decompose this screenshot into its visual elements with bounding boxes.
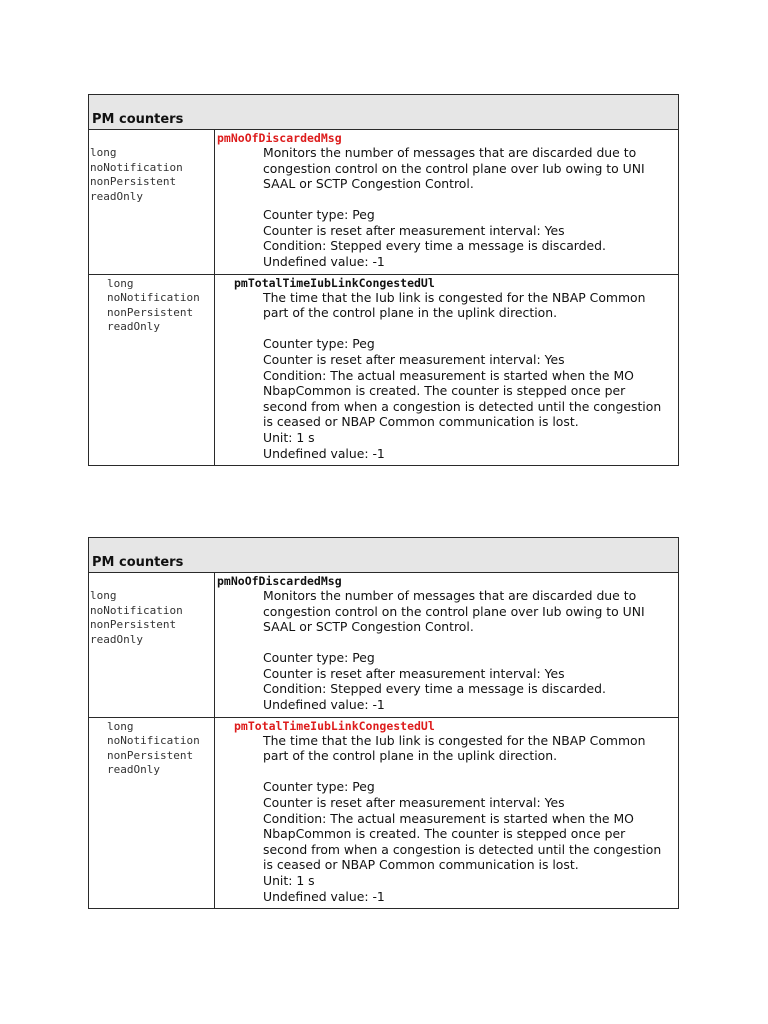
attribute-cell — [89, 275, 215, 465]
attribute-access: readOnly — [107, 763, 160, 777]
description-line: The time that the Iub link is congested for the NBAP Common — [263, 732, 646, 748]
counter-description — [263, 145, 678, 270]
table-row — [89, 130, 678, 275]
table-row — [89, 573, 678, 718]
detail-line: Condition: The actual measurement is started when the MO — [263, 810, 634, 826]
counter-name: pmTotalTimeIubLinkCongestedUl — [234, 275, 435, 290]
description-cell — [215, 275, 678, 465]
detail-line: second from when a congestion is detected until the congestion — [263, 841, 662, 857]
pm-counters-table-2 — [88, 537, 679, 909]
attribute-type: long — [90, 589, 117, 602]
table-header-title: PM counters — [92, 555, 184, 570]
description-line: Monitors the number of messages that are discarded due to — [263, 145, 637, 160]
counter-description — [263, 588, 678, 713]
detail-line: Unit: 1 s — [263, 429, 315, 445]
detail-line: Undefined value: -1 — [263, 888, 385, 904]
detail-line: is ceased or NBAP Common communication is lost. — [263, 857, 579, 873]
detail-line: Counter type: Peg — [263, 207, 375, 223]
attribute-cell — [89, 130, 215, 274]
description-line: The time that the Iub link is congested for the NBAP Common — [263, 289, 646, 305]
detail-line: Condition: Stepped every time a message is discarded. — [263, 238, 606, 254]
attribute-notification: noNotification — [90, 160, 183, 174]
detail-line: Counter is reset after measurement interval: Yes — [263, 351, 565, 367]
description-line: congestion control on the control plane over Iub owing to UNI — [263, 603, 645, 619]
counter-name: pmTotalTimeIubLinkCongestedUl — [234, 718, 435, 733]
counter-description — [263, 290, 678, 461]
description-cell — [215, 573, 678, 717]
detail-line: second from when a congestion is detected until the congestion — [263, 398, 662, 414]
detail-line: NbapCommon is created. The counter is stepped once per — [263, 826, 626, 842]
attribute-persistence: nonPersistent — [107, 305, 194, 319]
detail-line: Counter type: Peg — [263, 336, 375, 352]
attribute-notification: noNotification — [107, 291, 200, 305]
description-line: part of the control plane in the uplink direction. — [263, 305, 558, 321]
detail-line: Condition: Stepped every time a message is discarded. — [263, 681, 606, 697]
attribute-access: readOnly — [90, 632, 143, 646]
detail-line: Undefined value: -1 — [263, 254, 385, 270]
description-line: Monitors the number of messages that are discarded due to — [263, 588, 637, 603]
detail-line: Unit: 1 s — [263, 872, 315, 888]
detail-line: Counter type: Peg — [263, 650, 375, 666]
table-header — [89, 95, 678, 130]
attribute-access: readOnly — [107, 320, 160, 334]
counter-description — [263, 733, 678, 904]
description-line: congestion control on the control plane over Iub owing to UNI — [263, 160, 645, 176]
detail-line: Counter type: Peg — [263, 779, 375, 795]
counter-name: pmNoOfDiscardedMsg — [217, 574, 342, 588]
table-row — [89, 275, 678, 465]
attribute-type: long — [107, 719, 134, 733]
attribute-persistence: nonPersistent — [107, 748, 194, 762]
attribute-persistence: nonPersistent — [90, 618, 177, 632]
counter-name: pmNoOfDiscardedMsg — [217, 131, 342, 145]
detail-line: NbapCommon is created. The counter is stepped once per — [263, 383, 626, 399]
detail-line: is ceased or NBAP Common communication is lost. — [263, 414, 579, 430]
detail-line: Condition: The actual measurement is started when the MO — [263, 367, 634, 383]
pm-counters-table-1 — [88, 94, 679, 466]
attribute-cell — [89, 573, 215, 717]
description-line: SAAL or SCTP Congestion Control. — [263, 176, 474, 192]
attribute-type: long — [107, 276, 134, 290]
table-row — [89, 718, 678, 908]
description-line: SAAL or SCTP Congestion Control. — [263, 619, 474, 635]
detail-line: Counter is reset after measurement interval: Yes — [263, 794, 565, 810]
detail-line: Counter is reset after measurement interval: Yes — [263, 222, 565, 238]
attribute-cell — [89, 718, 215, 908]
detail-line: Counter is reset after measurement interval: Yes — [263, 665, 565, 681]
description-cell — [215, 130, 678, 274]
description-cell — [215, 718, 678, 908]
attribute-notification: noNotification — [107, 734, 200, 748]
table-header — [89, 538, 678, 573]
attribute-notification: noNotification — [90, 603, 183, 617]
detail-line: Undefined value: -1 — [263, 445, 385, 461]
table-header-title: PM counters — [92, 112, 184, 127]
attribute-access: readOnly — [90, 189, 143, 203]
detail-line: Undefined value: -1 — [263, 697, 385, 713]
attribute-persistence: nonPersistent — [90, 175, 177, 189]
description-line: part of the control plane in the uplink direction. — [263, 748, 558, 764]
attribute-type: long — [90, 146, 117, 159]
